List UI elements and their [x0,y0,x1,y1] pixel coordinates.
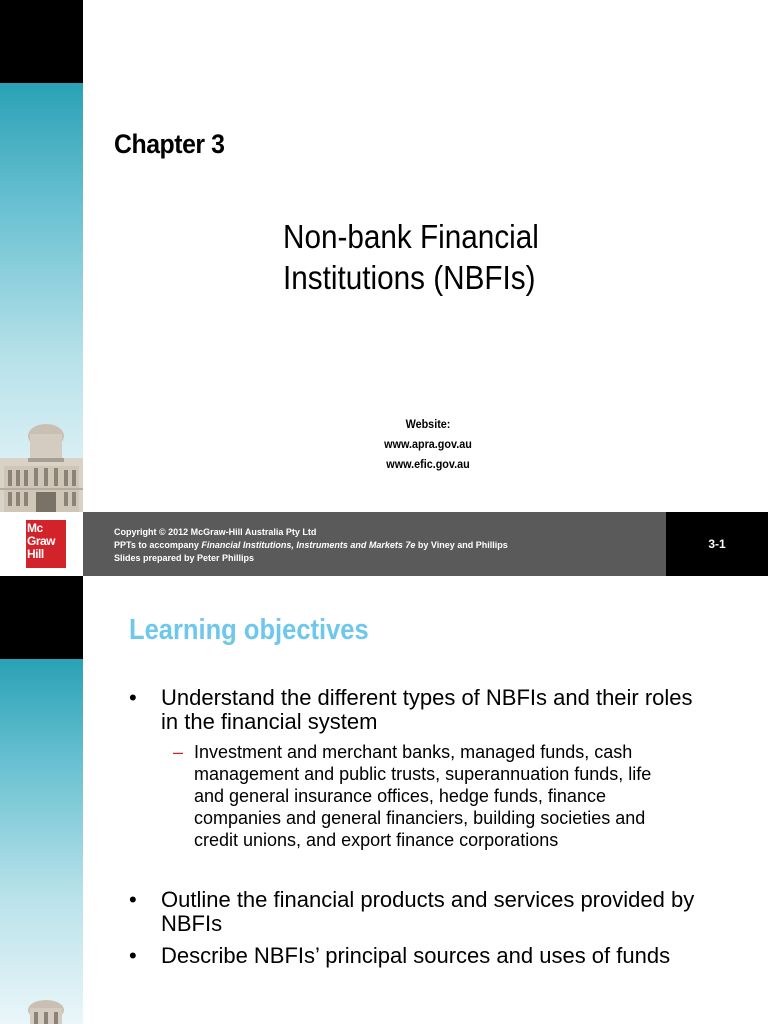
bullet-line: NBFIs [161,911,223,936]
prepared-by-text: Slides prepared by Peter Phillips [114,553,255,563]
website-label: Website: [405,417,451,431]
website-link[interactable]: www.apra.gov.au [384,437,472,451]
logo-text: Hill [27,547,44,561]
ppts-suffix: by Viney and Phillips [415,540,508,550]
bullet-text [161,888,694,936]
website-link[interactable]: www.efic.gov.au [386,457,470,471]
bullet-line: Understand the different types of NBFIs and their roles [161,685,693,710]
slide-title-line: Institutions (NBFIs) [283,259,536,296]
bullet-line: Describe NBFIs’ principal sources and uses of funds [161,943,671,968]
corner-block [0,0,83,83]
page-number: 3-1 [666,512,768,576]
building-icon [0,418,83,512]
book-title: Financial Institutions, Instruments and Markets 7e [201,540,416,550]
bullet-line: Outline the financial products and services provided by [161,887,695,912]
sub-bullet-line: Investment and merchant banks, managed funds, cash [194,742,633,762]
bullet-icon: • [129,943,137,968]
sub-bullet-line: companies and general financiers, building societies and [194,808,646,828]
logo-text: Mc [27,521,43,535]
logo-text: Graw [27,534,56,548]
slide-title [283,216,539,298]
sub-bullet-line: credit unions, and export finance corporations [194,830,559,850]
dash-icon: – [173,742,184,762]
sidebar-gradient [0,659,83,1024]
bullet-icon: • [129,685,137,710]
corner-block [0,576,83,659]
mcgraw-hill-logo [0,512,83,576]
bullet-text [161,944,670,968]
sub-bullet-text [194,741,651,851]
footer-bar [83,512,666,576]
website-block [349,414,507,474]
ppts-text [114,540,508,550]
sub-bullet-line: and general insurance offices, hedge funds, finance [194,786,606,806]
bullet-line: in the financial system [161,709,378,734]
sub-bullet-line: management and public trusts, superannuation funds, life [194,764,652,784]
slide-title-line: Non-bank Financial [283,218,539,255]
slide-heading: Learning objectives [129,614,369,646]
building-icon [0,996,83,1024]
chapter-label: Chapter 3 [114,129,225,159]
logo-mark [26,520,66,568]
bullet-icon: • [129,887,137,912]
objectives-slide [0,576,768,1024]
ppts-prefix: PPTs to accompany [114,540,202,550]
bullet-text [161,686,693,734]
copyright-text: Copyright © 2012 McGraw-Hill Australia Pty Ltd [114,527,317,537]
